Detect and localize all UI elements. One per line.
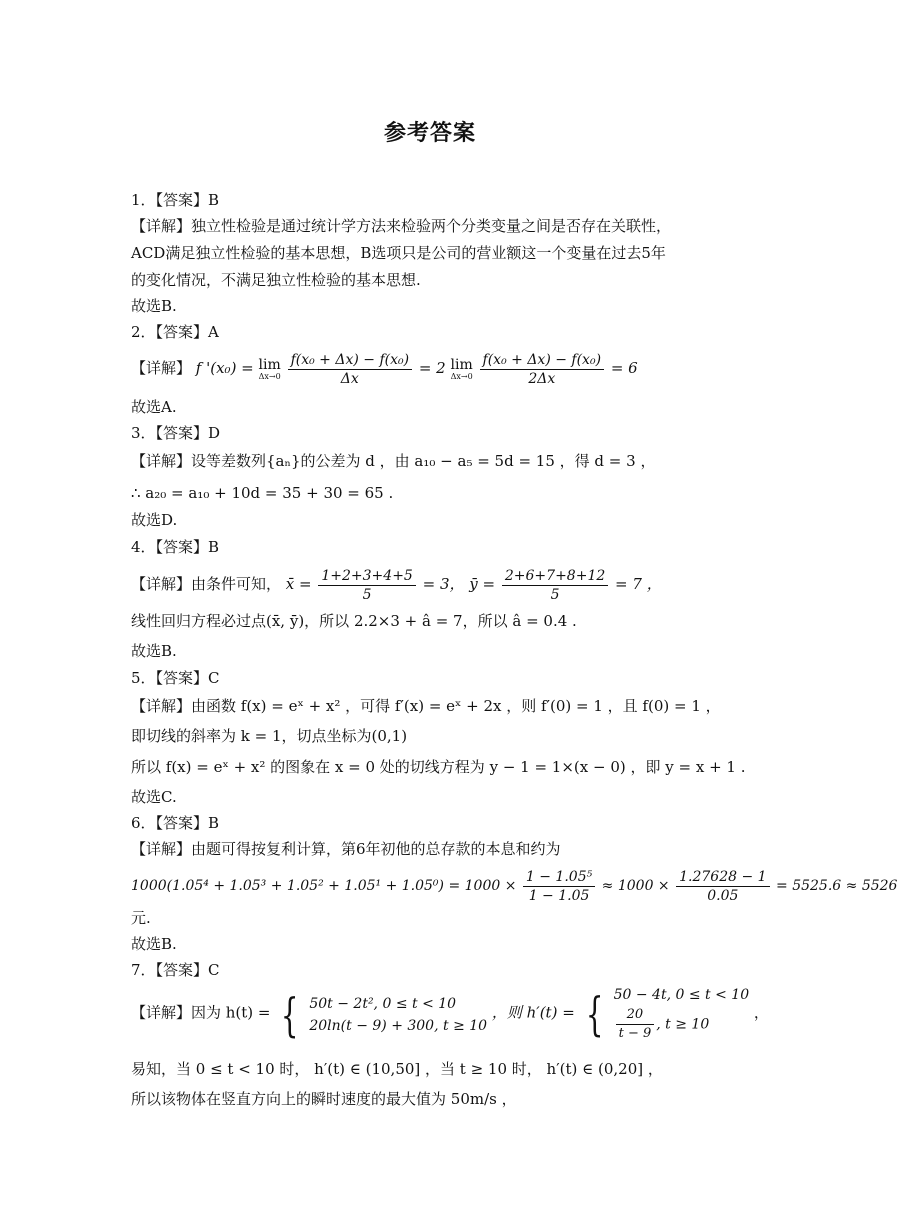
q4-answer: 4．【答案】B xyxy=(131,538,220,556)
q5-detail-2: 即切线的斜率为 k = 1，切点坐标为(0,1) xyxy=(131,727,408,745)
q5-detail-1: 【详解】由函数 f(x) = eˣ + x² ，可得 f′(x) = eˣ + 2x ，则 f′(0) = 1 ，且 f(0) = 1 ， xyxy=(131,697,721,715)
q5-answer: 5．【答案】C xyxy=(131,669,220,687)
q7-answer: 7．【答案】C xyxy=(131,961,220,979)
q7-prefix: 【详解】因为 h(t) = xyxy=(131,1003,271,1022)
q2-lhs: f '(x₀) = xyxy=(195,359,254,377)
page-title: 参考答案 xyxy=(383,121,476,146)
q4-detail-2: 线性回归方程必过点(x̄, ȳ)，所以 2.2×3 + â = 7，所以 â = 0.4 . xyxy=(131,612,577,630)
q4-prefix: 【详解】由条件可知， xyxy=(131,575,282,593)
q6-answer: 6．【答案】B xyxy=(131,814,220,832)
q6-choose: 故选B. xyxy=(131,935,177,953)
q1-choose: 故选B. xyxy=(131,297,177,315)
q2-fraction-1: $\frac{\text{f(x₀ + Δx) − f(x₀)}}{\Delta x}$ xyxy=(288,351,413,388)
q2-prefix: 【详解】 xyxy=(131,359,192,377)
q5-detail-3: 所以 f(x) = eˣ + x² 的图象在 x = 0 处的切线方程为 y − 1 = 1×(x − 0) ，即 y = x + 1 . xyxy=(131,758,746,776)
q3-detail-2: ∴ a₂₀ = a₁₀ + 10d = 35 + 30 = 65 . xyxy=(131,484,394,502)
q6-fraction-1: $\frac{\text{1 − 1.05⁵}}{1 - 1.05}$ xyxy=(523,868,595,905)
q4-ybar: ȳ = xyxy=(469,575,496,593)
q7-detail-2: 易知，当 0 ≤ t < 10 时， h′(t) ∈ (10,50] ，当 t ≥ 10 时， h′(t) ∈ (0,20] ， xyxy=(131,1060,663,1078)
q1-detail-3: 的变化情况，不满足独立性检验的基本思想. xyxy=(131,271,421,289)
q2-lim-1: lim Δx→0 xyxy=(258,356,281,381)
q2-answer: 2．【答案】A xyxy=(131,323,219,341)
q4-choose: 故选B. xyxy=(131,642,177,660)
q4-ybar-fraction: $\frac{2+6+7+8+12}{5}$ xyxy=(502,567,608,604)
q7-piecewise-derivative: { 50 − 4t, 0 ≤ t < 10 $\frac{20}{t - 9}$ , t ≥ 10 xyxy=(585,986,750,1041)
q6-calc-mid: ≈ 1000 × xyxy=(601,878,670,894)
left-brace-icon: { xyxy=(281,987,299,1042)
left-brace-icon: { xyxy=(585,986,603,1041)
q2-detail xyxy=(131,346,731,390)
q7-piecewise-h: { 50t − 2t², 0 ≤ t < 10 20ln(t − 9) + 300, t ≥ 10 xyxy=(281,987,488,1042)
q6-calc-right: = 5525.6 ≈ 5526 xyxy=(776,878,897,894)
q1-answer: 1．【答案】B xyxy=(131,191,220,209)
q4-xbar-fraction: $\frac{1+2+3+4+5}{5}$ xyxy=(318,567,415,604)
q7-detail-1 xyxy=(131,984,769,1043)
q2-result: = 6 xyxy=(610,359,638,377)
q7-detail-3: 所以该物体在竖直方向上的瞬时速度的最大值为 50m/s ， xyxy=(131,1090,517,1108)
q4-ybar-result: = 7 ， xyxy=(615,575,662,593)
q4-detail-1 xyxy=(131,562,731,606)
q1-detail-1: 【详解】独立性检验是通过统计学方法来检验两个分类变量之间是否存在关联性， xyxy=(131,217,672,235)
q6-calc-left: 1000(1.05⁴ + 1.05³ + 1.05² + 1.05¹ + 1.05⁰) = 1000 × xyxy=(131,878,517,894)
q3-answer: 3．【答案】D xyxy=(131,424,221,442)
q2-lim-2: lim Δx→0 xyxy=(450,356,473,381)
q5-choose: 故选C. xyxy=(131,788,177,806)
q7-tail: ， xyxy=(753,1003,769,1022)
q6-fraction-2: $\frac{1.27628 - 1}{0.05}$ xyxy=(676,868,769,905)
q3-choose: 故选D. xyxy=(131,511,178,529)
q2-mid: = 2 xyxy=(418,359,446,377)
q7-mid: ，则 h′(t) = xyxy=(491,1003,575,1022)
q4-xbar-result: = 3， xyxy=(422,575,465,593)
q6-detail-1: 【详解】由题可得按复利计算，第6年初他的总存款的本息和约为 xyxy=(131,840,561,858)
q1-detail-2: ACD满足独立性检验的基本思想，B选项只是公司的营业额这一个变量在过去5年 xyxy=(131,244,666,262)
q6-calculation xyxy=(131,864,897,908)
q2-choose: 故选A. xyxy=(131,398,177,416)
q3-detail-1: 【详解】设等差数列{aₙ}的公差为 d ，由 a₁₀ − a₅ = 5d = 15 ，得 d = 3 ， xyxy=(131,452,656,470)
q2-fraction-2: $\frac{\text{f(x₀ + Δx) − f(x₀)}}{2\Delta x}$ xyxy=(480,351,605,388)
q4-xbar: x̄ = xyxy=(285,575,312,593)
q6-unit: 元. xyxy=(131,909,151,927)
